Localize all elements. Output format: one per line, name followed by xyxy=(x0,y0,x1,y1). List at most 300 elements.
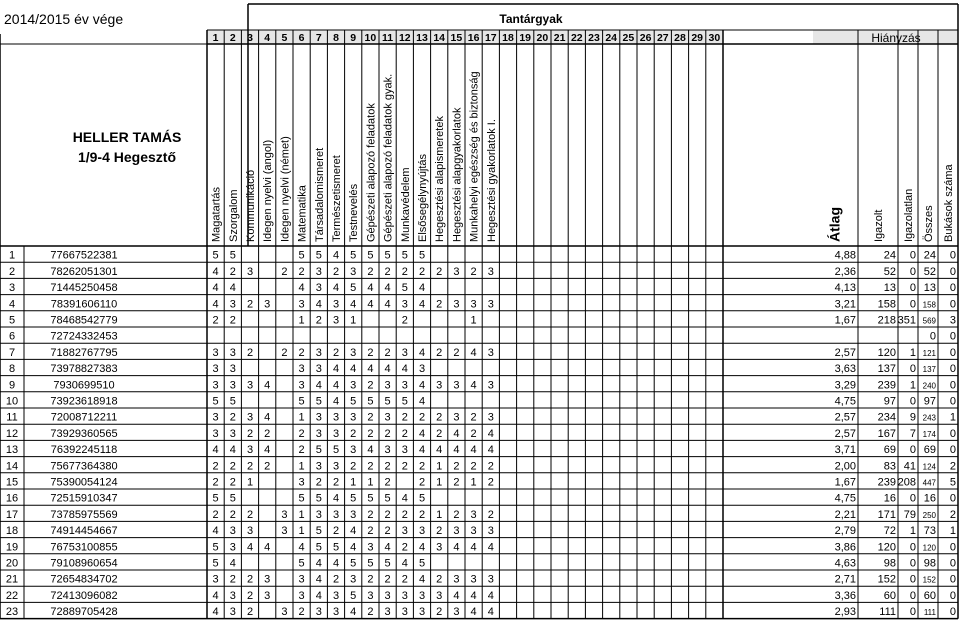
grade-cell: 5 xyxy=(367,249,374,262)
subject-number: 17 xyxy=(484,32,497,44)
student-id: 72413096082 xyxy=(50,589,118,602)
grade-cell: 2 xyxy=(229,460,236,473)
grade-cell: 5 xyxy=(367,557,374,570)
grade-cell: 3 xyxy=(229,363,236,376)
grade-cell: 2 xyxy=(401,411,408,424)
absence-cell: 121 xyxy=(922,348,936,358)
grade-cell: 4 xyxy=(315,557,322,570)
grade-cell: 2 xyxy=(418,508,426,521)
grade-cell: 5 xyxy=(350,282,357,295)
grade-cell: 2 xyxy=(401,314,408,327)
grade-cell: 4 xyxy=(470,346,477,359)
grade-cell: 1 xyxy=(298,525,305,538)
average-cell: 1,67 xyxy=(834,314,856,327)
grade-cell: 2 xyxy=(246,427,254,440)
absence-cell: 97 xyxy=(883,395,896,408)
grade-cell: 3 xyxy=(350,346,357,359)
grade-cell: 2 xyxy=(315,314,322,327)
grade-cell: 3 xyxy=(453,606,460,619)
absence-cell: 0 xyxy=(949,265,956,278)
grade-cell: 3 xyxy=(401,346,408,359)
absence-cell: 0 xyxy=(949,298,956,311)
absence-cell: 111 xyxy=(879,606,896,619)
grade-cell: 1 xyxy=(298,411,305,424)
absence-cell: 0 xyxy=(909,444,916,457)
grade-cell: 2 xyxy=(384,573,391,586)
grade-cell: 4 xyxy=(212,298,219,311)
column-header-subject: Elsősegélynyújtás xyxy=(417,153,429,242)
absence-cell: 41 xyxy=(903,460,916,473)
average-cell: 2,36 xyxy=(834,265,856,278)
absence-cell: 0 xyxy=(949,573,956,586)
absence-cell: 0 xyxy=(909,492,916,505)
grade-cell: 2 xyxy=(246,298,254,311)
column-header-absence: Igazolt xyxy=(873,209,885,242)
grade-cell: 4 xyxy=(418,379,426,392)
student-id: 71882767795 xyxy=(50,346,118,359)
grade-cell: 2 xyxy=(418,265,426,278)
grade-cell: 5 xyxy=(315,395,322,408)
grade-cell: 4 xyxy=(418,395,426,408)
grade-cell: 4 xyxy=(384,541,391,554)
absence-cell: 0 xyxy=(909,282,916,295)
absence-cell: 60 xyxy=(883,589,896,602)
grade-cell: 2 xyxy=(246,346,254,359)
absence-cell: 83 xyxy=(883,460,896,473)
absence-cell: 24 xyxy=(923,249,936,262)
grade-cell: 2 xyxy=(246,606,254,619)
grade-cell: 4 xyxy=(367,298,374,311)
grade-cell: 2 xyxy=(384,525,391,538)
absence-cell: 0 xyxy=(909,557,916,570)
student-id: 78468542779 xyxy=(50,314,118,327)
absence-cell: 120 xyxy=(877,541,896,554)
absence-cell: 52 xyxy=(883,265,896,278)
grade-cell: 2 xyxy=(264,427,271,440)
absence-cell: 0 xyxy=(949,346,956,359)
grade-cell: 4 xyxy=(350,606,357,619)
absence-cell: 0 xyxy=(909,589,916,602)
grade-cell: 4 xyxy=(332,492,340,505)
absence-cell: 152 xyxy=(922,575,936,585)
subject-number: 22 xyxy=(570,32,583,44)
grade-cell: 5 xyxy=(298,557,305,570)
row-index: 21 xyxy=(5,573,19,586)
column-header-subject: Gépészeti alapozó feladatok gyak. xyxy=(382,73,395,242)
grade-cell: 5 xyxy=(384,395,391,408)
average-cell: 2,00 xyxy=(834,460,856,473)
row-index: 19 xyxy=(5,541,19,554)
grade-cell: 2 xyxy=(436,298,443,311)
grade-cell: 3 xyxy=(298,573,305,586)
grade-cell: 4 xyxy=(367,363,374,376)
average-cell: 2,71 xyxy=(834,573,856,586)
grade-cell: 2 xyxy=(229,508,236,521)
average-cell: 2,57 xyxy=(834,427,856,440)
absence-cell: 0 xyxy=(949,444,956,457)
grade-cell: 3 xyxy=(367,589,374,602)
grade-cell: 2 xyxy=(384,508,391,521)
grade-cell: 2 xyxy=(212,508,219,521)
grade-cell: 4 xyxy=(332,395,340,408)
row-index: 3 xyxy=(8,282,16,295)
grade-cell: 2 xyxy=(367,346,374,359)
grade-cell: 4 xyxy=(453,589,460,602)
grade-cell: 2 xyxy=(401,541,408,554)
absence-cell: 72 xyxy=(883,525,896,538)
grade-cell: 3 xyxy=(470,508,477,521)
grade-cell: 2 xyxy=(367,427,374,440)
grade-cell: 2 xyxy=(229,573,236,586)
absences-header: Hiányzás xyxy=(871,31,921,45)
grade-cell: 5 xyxy=(229,395,236,408)
grade-cell: 3 xyxy=(298,363,305,376)
subject-number: 4 xyxy=(264,32,271,44)
grade-cell: 4 xyxy=(350,363,357,376)
grade-cell: 2 xyxy=(281,346,288,359)
grade-cell: 2 xyxy=(367,411,374,424)
grade-cell: 3 xyxy=(453,265,460,278)
absence-cell: 152 xyxy=(877,573,896,586)
grade-cell: 3 xyxy=(212,363,219,376)
grade-cell: 3 xyxy=(453,379,460,392)
subject-number: 8 xyxy=(333,32,339,44)
grade-cell: 5 xyxy=(350,249,357,262)
grade-cell: 2 xyxy=(246,460,254,473)
grade-cell: 5 xyxy=(367,492,374,505)
absence-cell: 1 xyxy=(909,379,916,392)
grade-cell: 3 xyxy=(470,573,477,586)
grade-cell: 4 xyxy=(487,427,494,440)
grade-cell: 4 xyxy=(315,573,322,586)
grade-cell: 2 xyxy=(229,476,236,489)
subject-number: 21 xyxy=(553,32,566,44)
average-cell: 3,29 xyxy=(834,379,856,392)
grade-cell: 5 xyxy=(298,249,305,262)
grade-cell: 4 xyxy=(212,444,219,457)
row-index: 9 xyxy=(8,379,16,392)
grade-cell: 3 xyxy=(298,589,305,602)
student-class: 1/9-4 Hegesztő xyxy=(77,149,177,165)
grade-cell: 1 xyxy=(470,476,477,489)
grade-cell: 3 xyxy=(453,573,460,586)
average-cell: 2,79 xyxy=(834,525,856,538)
grade-cell: 3 xyxy=(298,298,305,311)
grade-cell: 4 xyxy=(264,541,271,554)
grade-cell: 3 xyxy=(315,265,322,278)
grade-cell: 4 xyxy=(384,298,391,311)
grade-cell: 5 xyxy=(229,492,236,505)
grade-cell: 4 xyxy=(487,606,494,619)
subject-number: 11 xyxy=(382,32,394,44)
grade-cell: 4 xyxy=(436,444,443,457)
column-header-subject: Idegen nyelvi (német) xyxy=(279,136,292,242)
row-index: 8 xyxy=(8,363,16,376)
student-id: 73978827383 xyxy=(50,363,118,376)
grade-cell: 3 xyxy=(246,525,254,538)
grade-cell: 3 xyxy=(350,411,357,424)
average-cell: 3,36 xyxy=(834,589,856,602)
grade-cell: 3 xyxy=(487,346,494,359)
grade-cell: 2 xyxy=(418,460,426,473)
grade-cell: 3 xyxy=(264,589,271,602)
absence-cell: 124 xyxy=(922,462,936,472)
grade-cell: 3 xyxy=(246,379,254,392)
absence-cell: 60 xyxy=(923,589,936,602)
student-id: 73929360565 xyxy=(50,427,118,440)
grade-cell: 4 xyxy=(264,379,271,392)
absence-cell: 5 xyxy=(949,476,956,489)
grade-cell: 4 xyxy=(418,427,426,440)
subject-number: 2 xyxy=(229,32,236,44)
grade-cell: 2 xyxy=(229,411,236,424)
grade-cell: 5 xyxy=(401,395,408,408)
grade-cell: 3 xyxy=(298,379,305,392)
subject-number: 18 xyxy=(502,32,514,44)
grade-cell: 5 xyxy=(384,249,391,262)
subject-number: 26 xyxy=(639,32,652,44)
average-cell: 1,67 xyxy=(834,476,856,489)
grade-cell: 2 xyxy=(470,265,477,278)
grade-cell: 5 xyxy=(384,492,391,505)
grade-cell: 3 xyxy=(332,508,340,521)
grade-cell: 2 xyxy=(332,476,340,489)
grade-cell: 4 xyxy=(487,444,494,457)
absence-cell: 2 xyxy=(949,508,956,521)
absence-cell: 120 xyxy=(922,543,936,553)
grade-cell: 2 xyxy=(436,411,443,424)
grade-cell: 2 xyxy=(487,476,494,489)
grade-cell: 4 xyxy=(332,379,340,392)
grade-cell: 2 xyxy=(401,265,408,278)
grade-cell: 1 xyxy=(367,476,374,489)
grade-cell: 3 xyxy=(470,525,477,538)
student-id: 71445250458 xyxy=(50,282,118,295)
grade-cell: 3 xyxy=(436,589,443,602)
student-id: 76392245118 xyxy=(50,444,118,457)
absence-cell: 137 xyxy=(922,365,936,375)
absence-cell: 0 xyxy=(949,379,956,392)
grade-cell: 3 xyxy=(212,573,219,586)
grade-cell: 3 xyxy=(229,379,236,392)
grade-cell: 5 xyxy=(315,541,322,554)
grade-cell: 4 xyxy=(212,282,219,295)
grade-cell: 2 xyxy=(298,346,305,359)
absence-cell: 239 xyxy=(877,476,896,489)
subject-number: 1 xyxy=(212,32,219,44)
grade-cell: 2 xyxy=(453,508,460,521)
absence-cell: 69 xyxy=(923,444,936,457)
grade-cell: 1 xyxy=(246,476,254,489)
student-id: 77667522381 xyxy=(50,249,118,262)
grade-cell: 4 xyxy=(418,541,426,554)
grade-cell: 4 xyxy=(264,444,271,457)
grade-cell: 2 xyxy=(487,508,494,521)
grade-cell: 4 xyxy=(453,444,460,457)
subject-number: 3 xyxy=(247,32,253,44)
absence-cell: 16 xyxy=(883,492,896,505)
absence-cell: 0 xyxy=(949,606,956,619)
absence-cell: 167 xyxy=(877,427,896,440)
grade-cell: 4 xyxy=(470,589,477,602)
absence-cell: 447 xyxy=(922,478,936,488)
grade-cell: 4 xyxy=(212,525,219,538)
grade-cell: 1 xyxy=(436,476,443,489)
grade-cell: 4 xyxy=(453,427,460,440)
absence-cell: 0 xyxy=(949,557,956,570)
grade-cell: 5 xyxy=(212,395,219,408)
subject-number: 25 xyxy=(622,32,635,44)
grade-cell: 3 xyxy=(487,265,494,278)
grade-cell: 2 xyxy=(436,427,443,440)
row-index: 15 xyxy=(5,476,19,489)
grade-cell: 1 xyxy=(350,314,357,327)
grade-cell: 5 xyxy=(332,444,340,457)
grade-cell: 4 xyxy=(367,282,374,295)
grade-cell: 4 xyxy=(418,282,426,295)
grade-cell: 4 xyxy=(350,298,357,311)
grade-cell: 4 xyxy=(470,541,477,554)
grade-cell: 2 xyxy=(298,606,305,619)
grade-cell: 2 xyxy=(212,476,219,489)
grade-cell: 2 xyxy=(332,265,340,278)
absence-cell: 0 xyxy=(909,249,916,262)
grade-cell: 3 xyxy=(470,298,477,311)
grade-cell: 2 xyxy=(246,573,254,586)
grade-cell: 2 xyxy=(332,346,340,359)
absence-cell: 0 xyxy=(909,606,916,619)
grade-cell: 3 xyxy=(350,573,357,586)
grade-cell: 4 xyxy=(350,541,357,554)
grade-cell: 2 xyxy=(264,460,271,473)
student-id: 72515910347 xyxy=(50,492,118,505)
student-name: HELLER TAMÁS xyxy=(72,129,182,145)
grade-cell: 4 xyxy=(470,379,477,392)
subject-number: 28 xyxy=(674,32,686,44)
grade-cell: 3 xyxy=(436,541,443,554)
grade-cell: 3 xyxy=(436,379,443,392)
grade-cell: 2 xyxy=(401,508,408,521)
absence-cell: 137 xyxy=(877,363,896,376)
average-cell: 2,93 xyxy=(834,606,856,619)
absence-cell: 52 xyxy=(923,265,936,278)
grade-cell: 5 xyxy=(315,525,322,538)
subject-number: 12 xyxy=(398,32,411,44)
row-index: 12 xyxy=(5,427,19,440)
absence-cell: 158 xyxy=(877,298,896,311)
grade-cell: 1 xyxy=(298,314,305,327)
grade-cell: 5 xyxy=(401,282,408,295)
absence-cell: 158 xyxy=(922,300,936,310)
average-cell: 2,57 xyxy=(834,411,856,424)
grade-cell: 4 xyxy=(384,363,391,376)
absence-cell: 0 xyxy=(949,395,956,408)
grade-cell: 2 xyxy=(367,573,374,586)
grade-cell: 5 xyxy=(298,395,305,408)
column-header-subject: Matematika xyxy=(296,185,309,242)
column-header-subject: Hegesztési gyakorlatok I. xyxy=(485,119,498,242)
report-title: 2014/2015 év vége xyxy=(4,11,124,27)
grade-cell: 4 xyxy=(298,541,305,554)
absence-cell: 250 xyxy=(922,510,936,520)
subject-number: 9 xyxy=(350,32,357,44)
grade-cell: 3 xyxy=(229,298,236,311)
grade-cell: 3 xyxy=(453,411,460,424)
absence-cell: 0 xyxy=(949,541,956,554)
subject-number: 6 xyxy=(298,32,305,44)
absence-cell: 0 xyxy=(909,298,916,311)
grade-cell: 3 xyxy=(418,525,426,538)
grade-cell: 3 xyxy=(315,363,322,376)
subject-number: 27 xyxy=(656,32,669,44)
absence-cell: 0 xyxy=(909,573,916,586)
student-id: 73923618918 xyxy=(50,395,118,408)
absence-cell: 9 xyxy=(909,411,916,424)
grade-cell: 5 xyxy=(315,444,322,457)
average-cell: 3,63 xyxy=(834,363,856,376)
grade-cell: 2 xyxy=(332,525,340,538)
row-index: 11 xyxy=(6,411,18,424)
grade-cell: 2 xyxy=(453,476,460,489)
grade-cell: 3 xyxy=(246,444,254,457)
column-header-subject: Idegen nyelvi (angol) xyxy=(262,139,275,242)
grade-cell: 4 xyxy=(487,541,494,554)
grade-cell: 4 xyxy=(401,492,408,505)
grade-cell: 1 xyxy=(470,314,477,327)
grade-cell: 3 xyxy=(418,606,426,619)
grade-cell: 3 xyxy=(487,379,494,392)
grade-cell: 2 xyxy=(229,265,236,278)
column-header-absence: Igazolatlan xyxy=(903,188,915,242)
absence-cell: 24 xyxy=(883,249,896,262)
grade-cell: 3 xyxy=(332,298,340,311)
absence-cell: 7 xyxy=(909,427,916,440)
row-index: 13 xyxy=(5,444,19,457)
subject-number: 15 xyxy=(450,32,463,44)
subject-number: 7 xyxy=(315,32,322,44)
row-index: 1 xyxy=(8,249,16,262)
row-index: 10 xyxy=(5,395,19,408)
grade-cell: 2 xyxy=(470,460,477,473)
grade-cell: 3 xyxy=(384,379,391,392)
grade-cell: 2 xyxy=(384,265,391,278)
grade-cell: 3 xyxy=(418,589,426,602)
grade-cell: 3 xyxy=(212,379,219,392)
grade-cell: 3 xyxy=(332,411,340,424)
grade-cell: 3 xyxy=(332,606,340,619)
grade-cell: 5 xyxy=(212,541,219,554)
grade-cell: 4 xyxy=(212,589,219,602)
grade-cell: 2 xyxy=(298,444,305,457)
student-id: 72654834702 xyxy=(50,573,118,586)
absence-cell: 98 xyxy=(883,557,896,570)
average-cell: 4,88 xyxy=(834,249,856,262)
grade-cell: 3 xyxy=(264,298,271,311)
grade-cell: 4 xyxy=(315,298,322,311)
grade-cell: 5 xyxy=(350,589,357,602)
grade-cell: 5 xyxy=(384,557,391,570)
average-cell: 4,13 xyxy=(834,282,856,295)
grade-cell: 3 xyxy=(401,298,408,311)
grade-cell: 2 xyxy=(315,476,322,489)
row-index: 14 xyxy=(5,460,19,473)
absence-cell: 97 xyxy=(923,395,936,408)
absence-cell: 0 xyxy=(909,395,916,408)
absence-cell: 13 xyxy=(923,282,936,295)
grade-cell: 4 xyxy=(246,541,254,554)
grade-cell: 1 xyxy=(298,508,305,521)
grade-cell: 5 xyxy=(298,492,305,505)
